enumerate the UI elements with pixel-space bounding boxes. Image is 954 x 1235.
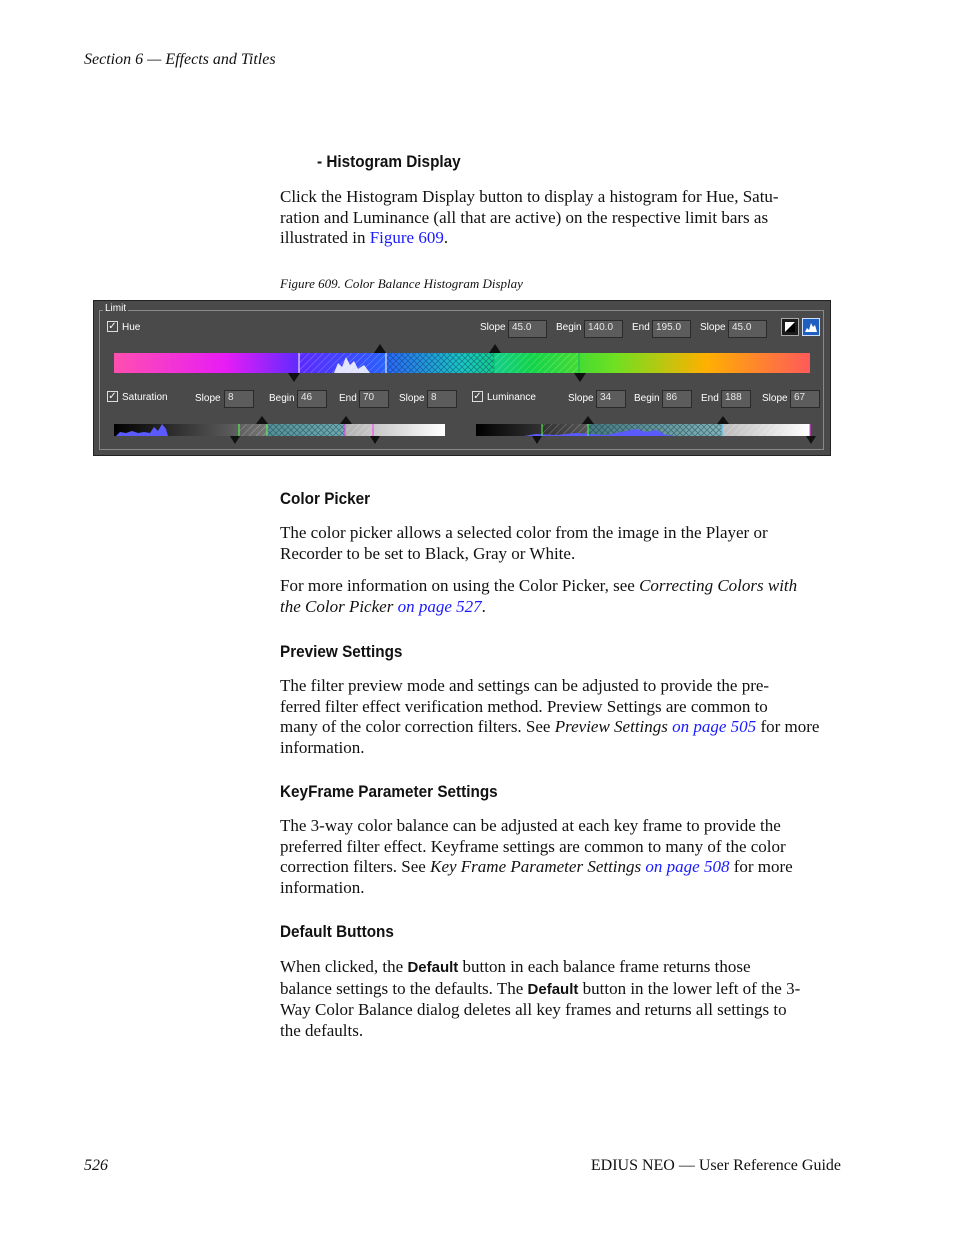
text-line bbox=[280, 857, 845, 878]
text-line: ferred filter effect verification method. Preview Settings are common to bbox=[280, 696, 768, 716]
page-link[interactable]: on page 508 bbox=[645, 857, 730, 876]
saturation-slope1-field[interactable]: 8 bbox=[224, 390, 254, 408]
luminance-label: Luminance bbox=[487, 392, 536, 403]
hue-checkbox[interactable]: ✓ bbox=[108, 321, 117, 332]
saturation-end-label: End bbox=[339, 393, 357, 404]
ref-title: Preview Settings bbox=[554, 717, 668, 736]
saturation-limit-bar[interactable] bbox=[114, 415, 446, 445]
saturation-checkbox[interactable]: ✓ bbox=[108, 391, 117, 402]
ref-title: the Color Picker bbox=[280, 596, 394, 616]
saturation-begin-label: Begin bbox=[269, 393, 295, 404]
text-line bbox=[280, 979, 845, 1001]
saturation-label: Saturation bbox=[122, 392, 168, 403]
display-mode-button[interactable] bbox=[781, 318, 799, 336]
text-span: . bbox=[481, 596, 486, 616]
luminance-end-label: End bbox=[701, 393, 719, 404]
keyframe-settings-paragraph bbox=[280, 816, 845, 898]
text-line: preferred filter effect. Keyframe settings are common to many of the color bbox=[280, 836, 786, 856]
text-line bbox=[280, 228, 845, 249]
hue-end-label: End bbox=[632, 322, 650, 333]
text-span: illustrated in bbox=[280, 228, 370, 247]
text-span: When clicked, the bbox=[280, 957, 408, 976]
page-number: 526 bbox=[84, 1157, 108, 1174]
histogram-paragraph bbox=[280, 187, 845, 249]
text-line: The color picker allows a selected color from the image in the Player or bbox=[280, 523, 768, 542]
hue-slope2-label: Slope bbox=[700, 322, 726, 333]
hue-begin-field[interactable]: 140.0 bbox=[584, 320, 623, 338]
text-line: ration and Luminance (all that are active) on the respective limit bars as bbox=[280, 207, 769, 227]
default-buttons-paragraph bbox=[280, 957, 845, 1041]
luminance-begin-field[interactable]: 86 bbox=[662, 390, 692, 408]
text-line: Way Color Balance dialog deletes all key frames and returns all settings to bbox=[280, 1000, 787, 1019]
text-span: For more information on using the Color Picker, see bbox=[280, 576, 640, 595]
luminance-slope2-field[interactable]: 67 bbox=[790, 390, 820, 408]
figure-caption: Figure 609. Color Balance Histogram Display bbox=[280, 276, 523, 291]
text-span: correction filters. See bbox=[280, 857, 431, 876]
color-picker-paragraph-1 bbox=[280, 523, 845, 564]
page-link[interactable]: on page 505 bbox=[672, 717, 757, 736]
hue-limit-bar[interactable] bbox=[114, 343, 810, 385]
text-span: button in each balance frame returns those bbox=[458, 957, 751, 976]
hue-slope2-field[interactable]: 45.0 bbox=[728, 320, 767, 338]
keyframe-settings-heading: KeyFrame Parameter Settings bbox=[280, 782, 498, 801]
footer-title: EDIUS NEO — User Reference Guide bbox=[590, 1157, 841, 1174]
ref-title: Key Frame Parameter Settings bbox=[430, 857, 642, 876]
text-span: for more bbox=[756, 717, 820, 736]
hue-end-field[interactable]: 195.0 bbox=[652, 320, 691, 338]
text-line: information. bbox=[280, 737, 365, 757]
luminance-begin-label: Begin bbox=[634, 393, 660, 404]
text-line bbox=[280, 717, 845, 738]
histogram-figure-panel bbox=[93, 300, 831, 456]
histogram-heading: - Histogram Display bbox=[317, 152, 461, 171]
luminance-slope1-label: Slope bbox=[568, 393, 594, 404]
color-picker-paragraph-2 bbox=[280, 576, 845, 617]
text-line bbox=[280, 576, 845, 597]
figure-link[interactable]: Figure 609 bbox=[369, 228, 444, 247]
luminance-checkbox[interactable]: ✓ bbox=[473, 391, 482, 402]
default-button-term: Default bbox=[527, 980, 579, 998]
text-line bbox=[280, 957, 845, 979]
limit-group-label: Limit bbox=[105, 303, 127, 314]
text-line bbox=[280, 597, 845, 618]
color-picker-heading: Color Picker bbox=[280, 489, 371, 508]
ref-title: Correcting Colors with bbox=[639, 576, 798, 595]
text-line: Click the Histogram Display button to display a histogram for Hue, Satu- bbox=[280, 187, 779, 206]
text-span: . bbox=[443, 228, 449, 247]
preview-settings-paragraph bbox=[280, 676, 845, 758]
saturation-slope2-label: Slope bbox=[399, 393, 425, 404]
saturation-slope1-label: Slope bbox=[195, 393, 221, 404]
hue-begin-label: Begin bbox=[556, 322, 582, 333]
hue-label: Hue bbox=[122, 322, 141, 333]
luminance-slope1-field[interactable]: 34 bbox=[596, 390, 626, 408]
default-buttons-heading: Default Buttons bbox=[280, 922, 394, 941]
text-line: The filter preview mode and settings can be adjusted to provide the pre- bbox=[280, 676, 770, 695]
histogram-icon bbox=[803, 319, 819, 335]
text-line: Recorder to be set to Black, Gray or White. bbox=[280, 543, 576, 563]
text-line: The 3-way color balance can be adjusted at each key frame to provide the bbox=[280, 816, 781, 835]
default-button-term: Default bbox=[407, 959, 459, 976]
text-line: the defaults. bbox=[280, 1020, 364, 1040]
running-head: Section 6 — Effects and Titles bbox=[84, 51, 276, 68]
hue-slope1-field[interactable]: 45.0 bbox=[508, 320, 547, 338]
contrast-icon bbox=[782, 319, 798, 335]
histogram-display-button[interactable] bbox=[802, 318, 820, 336]
page-link[interactable]: on page 527 bbox=[397, 596, 482, 616]
saturation-end-field[interactable]: 70 bbox=[359, 390, 389, 408]
luminance-limit-bar[interactable] bbox=[476, 415, 820, 445]
text-line: information. bbox=[280, 877, 365, 897]
text-span: many of the color correction filters. See bbox=[280, 717, 555, 736]
saturation-slope2-field[interactable]: 8 bbox=[427, 390, 457, 408]
luminance-slope2-label: Slope bbox=[762, 393, 788, 404]
hue-slope1-label: Slope bbox=[480, 322, 506, 333]
preview-settings-heading: Preview Settings bbox=[280, 642, 403, 661]
text-span: button in the lower left of the 3- bbox=[578, 978, 801, 998]
text-span: for more bbox=[729, 857, 793, 876]
saturation-begin-field[interactable]: 46 bbox=[297, 390, 327, 408]
text-span: balance settings to the defaults. The bbox=[280, 978, 528, 998]
luminance-end-field[interactable]: 188 bbox=[721, 390, 751, 408]
